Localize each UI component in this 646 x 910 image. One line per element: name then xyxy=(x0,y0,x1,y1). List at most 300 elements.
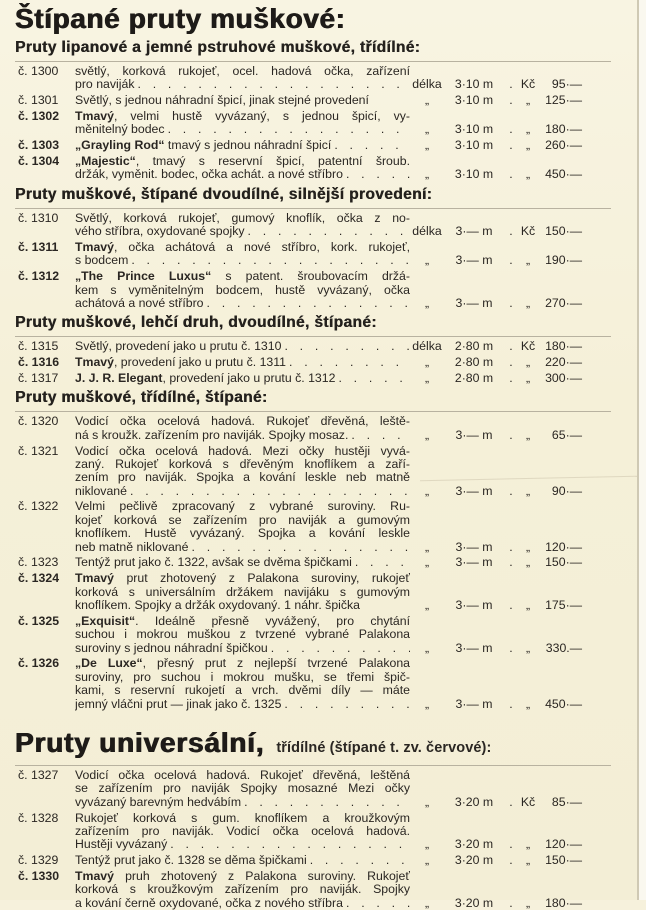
line-text xyxy=(75,599,360,612)
item-price: 175·— xyxy=(545,598,582,613)
line-text xyxy=(75,556,352,569)
divider xyxy=(15,336,611,337)
catalog-item xyxy=(15,445,615,499)
item-price: 120·— xyxy=(545,539,582,554)
description-line xyxy=(75,445,410,458)
section-heading: Pruty lipanové a jemné pstruhové muškové, třídílné: xyxy=(15,39,421,56)
universal-subtitle: třídílné (štípané t. zv. červové): xyxy=(276,739,492,756)
product-name: Tmavý xyxy=(75,572,114,586)
currency: „ xyxy=(525,895,531,910)
separator: . xyxy=(509,122,513,137)
separator: . xyxy=(509,427,513,442)
separator: . xyxy=(509,555,513,570)
line-text xyxy=(75,572,410,585)
length-label: „ xyxy=(424,483,430,498)
description-line xyxy=(75,556,410,569)
item-description xyxy=(75,445,410,499)
item-length: 3·— m xyxy=(455,640,493,655)
description-line xyxy=(75,615,410,628)
line-text xyxy=(75,883,410,896)
product-name: „The Prince Luxus“ xyxy=(75,270,212,284)
separator: . xyxy=(509,138,513,153)
description-line xyxy=(75,356,410,369)
separator: . xyxy=(509,640,513,655)
description-line xyxy=(75,471,410,484)
description-line xyxy=(75,812,410,825)
description-line xyxy=(75,514,410,527)
item-price: 220·— xyxy=(545,355,582,370)
length-label: „ xyxy=(424,837,430,852)
line-text xyxy=(75,458,410,471)
description-line xyxy=(75,870,410,883)
item-number: č. 1328 xyxy=(18,810,59,825)
line-text xyxy=(75,769,410,782)
item-number: č. 1303 xyxy=(18,138,60,153)
line-content: jemný vláčni prut — jinak jako č. 1325 xyxy=(75,697,282,711)
separator: . xyxy=(509,355,513,370)
item-price: 260·— xyxy=(545,138,582,153)
item-price: 300·— xyxy=(545,370,582,385)
description-line xyxy=(75,782,410,795)
line-content: , očka achátová a nové stříbro, kork. rukojeť, xyxy=(113,240,410,254)
line-content: držák, vyměnit. bodec, očka achát. a nové stříbro xyxy=(75,168,343,182)
item-description xyxy=(75,572,410,612)
line-text xyxy=(75,225,245,238)
separator: . xyxy=(509,339,513,354)
product-name: Tmavý xyxy=(75,109,114,123)
line-text xyxy=(75,657,410,670)
item-description xyxy=(75,854,410,867)
description-line xyxy=(75,65,410,78)
divider xyxy=(15,61,611,62)
product-name: Tmavý xyxy=(75,356,114,370)
item-price: 125·— xyxy=(545,93,582,108)
currency: „ xyxy=(525,640,531,655)
description-line xyxy=(75,415,410,428)
description-line xyxy=(75,684,410,697)
product-name: „Exquisit“ xyxy=(75,614,136,628)
separator: . xyxy=(509,370,513,385)
line-text xyxy=(75,139,331,152)
line-text xyxy=(75,854,307,867)
currency: „ xyxy=(525,696,531,711)
description-line xyxy=(75,429,410,442)
separator: . xyxy=(509,77,513,92)
catalog-content xyxy=(15,3,615,910)
length-label: „ xyxy=(424,640,430,655)
currency: „ xyxy=(525,355,531,370)
item-length: 3·20 m xyxy=(454,794,494,809)
item-number: č. 1322 xyxy=(18,499,59,514)
description-line xyxy=(75,270,410,283)
line-content: Vodicí očka ocelová hadová. Rukojeť dřevěná, leště- xyxy=(75,415,410,429)
item-price: 85·— xyxy=(551,794,582,809)
line-content: Hustěji vyvázaný xyxy=(75,838,168,852)
item-length: 3·10 m xyxy=(454,138,494,153)
item-length: 3·10 m xyxy=(454,77,494,92)
dot-leader xyxy=(188,541,410,554)
description-line xyxy=(75,297,410,310)
dot-leader xyxy=(204,297,410,310)
length-label: „ xyxy=(424,696,430,711)
line-text xyxy=(75,500,410,513)
line-content: Světlý, korková rukojeť, gumový knoflík, očka z no- xyxy=(75,211,410,225)
line-text xyxy=(75,270,410,283)
item-description xyxy=(75,241,410,268)
description-line xyxy=(75,155,410,168)
catalog-item xyxy=(15,854,615,867)
currency: „ xyxy=(525,539,531,554)
item-description xyxy=(75,110,410,137)
item-number: č. 1310 xyxy=(18,210,59,225)
line-content: , tmavý s reservní špicí, patentní šroub. xyxy=(135,154,410,168)
item-number: č. 1329 xyxy=(18,853,59,868)
divider xyxy=(15,208,611,209)
item-number: č. 1316 xyxy=(18,355,60,370)
catalog-item xyxy=(15,657,615,711)
currency: „ xyxy=(525,555,531,570)
length-label: „ xyxy=(424,539,430,554)
line-content: zaný. Rukojeť korková s dřevěným knoflíkem a zaří- xyxy=(75,457,410,471)
item-price: 190·— xyxy=(545,253,582,268)
line-content: , velmi hustě vyvázaný, s jednou špicí, vy- xyxy=(113,109,410,123)
item-number: č. 1311 xyxy=(18,239,59,254)
item-length: 3·— m xyxy=(455,483,493,498)
description-line xyxy=(75,657,410,670)
line-content: niklované xyxy=(75,484,127,498)
dot-leader xyxy=(352,556,410,569)
length-label: „ xyxy=(424,355,430,370)
line-text xyxy=(75,284,410,297)
line-content: , přesný prut z nejlepší tvrzené Palakona xyxy=(142,657,410,671)
item-price: 90·— xyxy=(551,483,582,498)
line-text xyxy=(75,168,343,181)
item-number: č. 1321 xyxy=(18,443,59,458)
section-heading: Pruty muškové, třídílné, štípané: xyxy=(15,389,268,407)
separator: . xyxy=(509,837,513,852)
catalog-item xyxy=(15,241,615,268)
dot-leader xyxy=(241,796,410,809)
length-label: „ xyxy=(424,253,430,268)
catalog-item xyxy=(15,155,615,182)
line-text xyxy=(75,698,281,711)
dot-leader xyxy=(281,698,410,711)
item-price: 180·— xyxy=(545,895,582,910)
item-length: 3·20 m xyxy=(454,837,494,852)
line-content: achátová a nové stříbro xyxy=(75,296,204,310)
length-label: délka xyxy=(412,77,442,92)
description-line xyxy=(75,500,410,513)
line-text xyxy=(75,94,369,107)
line-content: neb matně niklované xyxy=(75,540,189,554)
length-label: „ xyxy=(424,555,430,570)
line-text xyxy=(75,445,410,458)
item-description xyxy=(75,94,410,107)
line-content: Velmi pečlivě zpracovaný z vybrané suroviny. Ru- xyxy=(75,500,410,514)
line-text xyxy=(75,870,410,883)
description-line xyxy=(75,628,410,641)
item-number: č. 1317 xyxy=(18,370,59,385)
description-line xyxy=(75,769,410,782)
item-number: č. 1323 xyxy=(18,555,59,570)
product-name: Tmavý xyxy=(75,240,114,254)
line-content: , provedení jako u prutu č. 1311 xyxy=(113,356,287,370)
sections xyxy=(15,38,615,711)
catalog-item xyxy=(15,615,615,655)
item-price: 150·— xyxy=(545,224,582,239)
currency: Kč xyxy=(520,339,536,354)
product-name: J. J. R. Elegant xyxy=(75,371,163,385)
line-content: Vodicí očka ocelová hadová. Rukojeť dřevěná, leštěná xyxy=(75,768,410,782)
dot-leader xyxy=(343,897,410,910)
currency: „ xyxy=(525,138,531,153)
length-label: „ xyxy=(424,295,430,310)
line-text xyxy=(75,514,410,527)
dot-leader xyxy=(134,78,410,91)
currency: „ xyxy=(525,122,531,137)
line-content: měnitelný bodec xyxy=(75,123,165,137)
line-text xyxy=(75,155,410,168)
item-description xyxy=(75,769,410,809)
separator: . xyxy=(509,253,513,268)
line-text xyxy=(75,65,410,78)
line-text xyxy=(75,897,343,910)
dot-leader xyxy=(335,372,410,385)
dot-leader xyxy=(331,139,410,152)
length-label: „ xyxy=(424,122,430,137)
line-content: Vodicí očka ocelová hadová. Mezi očky hustěji vyvá- xyxy=(75,444,410,458)
description-line xyxy=(75,838,410,851)
item-description xyxy=(75,270,410,310)
item-price: 150·— xyxy=(545,853,582,868)
line-text xyxy=(75,254,128,267)
line-text xyxy=(75,471,410,484)
line-content: s bodcem xyxy=(75,254,129,268)
item-price: 180·— xyxy=(545,339,582,354)
line-text xyxy=(75,123,165,136)
line-content: zařízením pro naviják. Vodicí očka ocelová hadová. xyxy=(75,824,410,838)
currency: „ xyxy=(525,853,531,868)
item-length: 2·80 m xyxy=(454,355,494,370)
dot-leader xyxy=(128,254,410,267)
line-content: světlý, korková rukojeť, ocel. hadová očka, zařízení xyxy=(75,65,410,78)
line-text xyxy=(75,241,410,254)
description-line xyxy=(75,883,410,896)
separator: . xyxy=(509,598,513,613)
currency: „ xyxy=(525,837,531,852)
line-content: vého stříbra, oxydované spojky xyxy=(75,225,245,239)
separator: . xyxy=(509,483,513,498)
item-description xyxy=(75,356,410,369)
item-description xyxy=(75,556,410,569)
item-description xyxy=(75,155,410,182)
description-line xyxy=(75,168,410,181)
line-text xyxy=(75,356,286,369)
line-content: kem s vyměnitelným bodcem, hustě vyvázaný, očka xyxy=(75,283,410,297)
separator: . xyxy=(509,895,513,910)
separator: . xyxy=(509,167,513,182)
item-length: 3·10 m xyxy=(454,167,494,182)
line-text xyxy=(75,796,241,809)
item-number: č. 1300 xyxy=(18,64,59,78)
length-label: „ xyxy=(424,794,430,809)
item-length: 3·10 m xyxy=(454,122,494,137)
line-content: Tentýž prut jako č. 1322, avšak se dvěma špičkami xyxy=(75,556,352,570)
item-description xyxy=(75,500,410,554)
description-line xyxy=(75,541,410,554)
line-content: suroviny s jednou náhradní špičkou xyxy=(75,641,268,655)
item-number: č. 1327 xyxy=(18,767,59,782)
section-heading: Pruty muškové, štípané dvoudílné, silnější provedení: xyxy=(15,185,433,203)
item-description xyxy=(75,340,410,353)
line-content: kami, s reservní rukojetí a vrch. dvěmi díly — máte xyxy=(75,684,410,698)
catalog-item xyxy=(15,212,615,239)
length-label: „ xyxy=(424,427,430,442)
divider xyxy=(15,411,611,412)
description-line xyxy=(75,642,410,655)
dot-leader xyxy=(286,356,410,369)
catalog-item xyxy=(15,556,615,569)
catalog-item xyxy=(15,870,615,910)
length-label: délka xyxy=(412,339,442,354)
line-content: prut zhotovený z Palakona suroviny, rukojeť xyxy=(113,572,410,586)
description-line xyxy=(75,458,410,471)
line-text xyxy=(75,825,410,838)
line-content: suroviny, pro suchou i mokrou mušku, se třemi špič- xyxy=(75,670,410,684)
line-content: s patent. šroubovacím držá- xyxy=(211,270,410,284)
length-label: „ xyxy=(424,370,430,385)
item-price: 330.— xyxy=(545,640,582,655)
description-line xyxy=(75,78,410,91)
description-line xyxy=(75,527,410,540)
description-line xyxy=(75,572,410,585)
product-name: Tmavý xyxy=(75,869,114,883)
separator: . xyxy=(509,224,513,239)
dot-leader xyxy=(343,168,410,181)
line-content: pro naviják xyxy=(75,78,135,92)
catalog-item xyxy=(15,572,615,612)
line-content: suchou i mokrou muškou z tvrzené vybrané Palakona xyxy=(75,628,410,642)
description-line xyxy=(75,897,410,910)
description-line xyxy=(75,254,410,267)
item-length: 3·— m xyxy=(455,253,493,268)
line-text xyxy=(75,684,410,697)
item-price: 95·— xyxy=(551,77,582,92)
line-content: se zařízením pro naviják Spojky mosazné Mezi očky xyxy=(75,782,410,796)
item-description xyxy=(75,372,410,385)
description-line xyxy=(75,284,410,297)
line-content: pruh zhotovený z Palakona suroviny. Rukojeť xyxy=(113,869,410,883)
dot-leader xyxy=(127,485,410,498)
universal-items xyxy=(15,769,615,910)
catalog-item xyxy=(15,356,615,369)
description-line xyxy=(75,139,410,152)
item-length: 3·20 m xyxy=(454,853,494,868)
product-name: „De Luxe“ xyxy=(75,657,143,671)
line-text xyxy=(75,485,127,498)
line-text xyxy=(75,78,134,91)
item-number: č. 1320 xyxy=(18,414,59,429)
currency: „ xyxy=(525,295,531,310)
length-label: „ xyxy=(424,93,430,108)
description-line xyxy=(75,854,410,867)
item-description xyxy=(75,812,410,852)
description-line xyxy=(75,485,410,498)
item-length: 3·10 m xyxy=(454,93,494,108)
line-text xyxy=(75,812,410,825)
description-line xyxy=(75,241,410,254)
description-line xyxy=(75,123,410,136)
item-length: 3·— m xyxy=(455,555,493,570)
line-content: knoflíkem. Spojky a držák oxydovaný. 1 náhr. špička xyxy=(75,599,361,613)
item-length: 2·80 m xyxy=(454,370,494,385)
dot-leader xyxy=(281,340,410,353)
length-label: „ xyxy=(424,167,430,182)
length-label: „ xyxy=(424,138,430,153)
line-text xyxy=(75,415,410,428)
line-content: korková s universálním držákem navijáku s gumovým xyxy=(75,585,410,599)
item-length: 3·— m xyxy=(455,539,493,554)
line-content: vyvázaný barevným hedvábím xyxy=(75,795,242,809)
length-label: „ xyxy=(424,895,430,910)
line-text xyxy=(75,212,410,225)
dot-leader xyxy=(268,642,410,655)
currency: Kč xyxy=(520,77,536,92)
item-description xyxy=(75,65,410,92)
separator: . xyxy=(509,696,513,711)
line-text xyxy=(75,372,335,385)
line-content: Světlý, s jednou náhradní špicí, jinak stejné provedení xyxy=(75,94,369,108)
separator: . xyxy=(509,93,513,108)
line-content: Světlý, provedení jako u prutu č. 1310 xyxy=(75,340,282,354)
divider xyxy=(15,765,611,766)
separator: . xyxy=(509,794,513,809)
catalog-item xyxy=(15,812,615,852)
section-heading: Pruty muškové, lehčí druh, dvoudílné, štípané: xyxy=(15,314,377,332)
line-content: kojeť korková se zařízením pro naviják a gumovým xyxy=(75,513,410,527)
universal-heading xyxy=(15,727,615,759)
length-label: délka xyxy=(412,224,442,239)
catalog-item xyxy=(15,139,615,152)
dot-leader xyxy=(307,854,410,867)
description-line xyxy=(75,94,410,107)
line-content: ná s kroužk. zařízením pro naviják. Spojky mosaz. xyxy=(75,428,349,442)
line-content: Rukojeť korková s gum. knoflíkem a kroužkovým xyxy=(75,811,410,825)
currency: „ xyxy=(525,598,531,613)
description-line xyxy=(75,796,410,809)
line-text xyxy=(75,782,410,795)
item-number: č. 1301 xyxy=(18,93,59,108)
page-margin xyxy=(639,0,646,900)
catalog-item xyxy=(15,340,615,353)
line-text xyxy=(75,297,204,310)
line-content: . Ideálně přesně vyvážený, pro chytání xyxy=(135,614,410,628)
item-price: 450·— xyxy=(545,167,582,182)
line-content: tmavý s jednou náhradní špicí xyxy=(164,139,332,153)
item-number: č. 1315 xyxy=(18,339,59,354)
product-name: „Grayling Rod“ xyxy=(75,139,165,153)
item-price: 450·— xyxy=(545,696,582,711)
item-length: 3·— m xyxy=(455,696,493,711)
line-text xyxy=(75,671,410,684)
catalog-item xyxy=(15,415,615,442)
line-text xyxy=(75,110,410,123)
line-text xyxy=(75,838,167,851)
length-label: „ xyxy=(424,853,430,868)
item-number: č. 1326 xyxy=(18,656,60,671)
line-text xyxy=(75,541,188,554)
separator: . xyxy=(509,539,513,554)
